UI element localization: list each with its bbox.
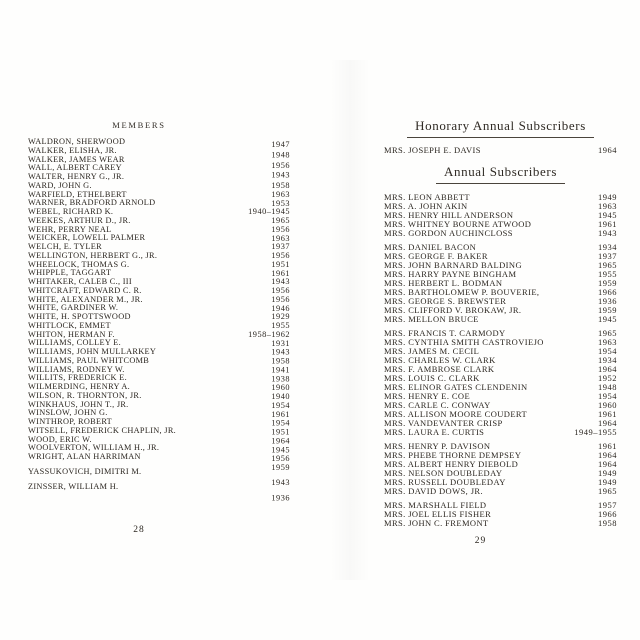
entry-group (384, 329, 617, 437)
entry-name: WRIGHT, ALAN HARRIMAN (28, 452, 141, 461)
entry-year: 1953 (271, 198, 290, 208)
entry-group (384, 243, 617, 324)
entry-name: MRS. CLIFFORD V. BROKAW, JR. (384, 305, 522, 315)
entry-year: 1961 (598, 441, 617, 451)
entry-name: WEEKES, ARTHUR D., JR. (28, 215, 131, 225)
entry-name: MRS. DANIEL BACON (384, 242, 477, 252)
entry-name: WALKER, JAMES WEAR (28, 154, 125, 164)
entry-year: 1964 (598, 145, 617, 155)
entry-year: 1954 (271, 400, 290, 410)
entry-name: MRS. FRANCIS T. CARMODY (384, 328, 506, 338)
entry-name: MRS. ELINOR GATES CLENDENIN (384, 382, 528, 392)
entry-year: 1958 (598, 518, 617, 528)
entry-name: WINSLOW, JOHN G. (28, 408, 108, 418)
entry-name: MRS. DAVID DOWS, JR. (384, 486, 483, 496)
entry-name: WEHR, PERRY NEAL (28, 224, 112, 234)
entry-year: 1961 (271, 268, 290, 278)
entry-name: MRS. JOSEPH E. DAVIS (384, 145, 481, 155)
entry-group (384, 146, 617, 155)
entry-name: WINTHROP, ROBERT (28, 417, 113, 426)
entry-year: 1940 (271, 392, 290, 401)
entry-name: WINKHAUS, JOHN T., JR. (28, 399, 129, 409)
entry-year: 1955 (598, 269, 617, 279)
entry-name: MRS. MARSHALL FIELD (384, 500, 487, 510)
entry-year: 1951 (271, 259, 290, 269)
entry-year: 1963 (598, 201, 617, 211)
entry-name: WHITE, GARDINER W. (28, 303, 119, 313)
entry-year: 1966 (598, 509, 617, 519)
entry-name: WOOLVERTON, WILLIAM H., JR. (28, 443, 160, 453)
entry-year: 1945 (271, 445, 290, 455)
entry-group (384, 442, 617, 496)
entry-year: 1958–1962 (248, 329, 290, 339)
entry-name: WILLIAMS, COLLEY E. (28, 338, 121, 348)
entry-year: 1951 (271, 427, 290, 437)
members-heading: MEMBERS (112, 120, 166, 130)
entry-year: 1948 (598, 382, 617, 392)
entry-year: 1940–1945 (248, 207, 290, 217)
entry-name: MRS. LOUIS C. CLARK (384, 373, 480, 383)
entry-name: WHIPPLE, TAGGART (28, 268, 112, 278)
entry-name: WALL, ALBERT CAREY (28, 163, 122, 173)
entry-year: 1955 (271, 321, 290, 330)
entry-name: MRS. GORDON AUCHINCLOSS (384, 228, 513, 238)
entry-year: 1956 (271, 454, 290, 464)
entry-year: 1929 (271, 312, 290, 322)
entry-year: 1960 (598, 400, 617, 410)
entry-year: 1943 (598, 228, 617, 238)
entry-name: WARNER, BRADFORD ARNOLD (28, 198, 156, 208)
entry-year: 1949–1955 (574, 427, 617, 437)
entry-year: 1956 (271, 224, 290, 234)
entry-year: 1965 (271, 216, 290, 225)
entry-year: 1943 (271, 477, 290, 487)
entry-year: 1959 (598, 278, 617, 288)
entry-name: WELCH, E. TYLER (28, 242, 102, 251)
entry-year: 1958 (271, 356, 290, 366)
subscriber-row (384, 315, 617, 324)
entry-name: MRS. LEON ABBETT (384, 192, 470, 202)
entry-name: MRS. RUSSELL DOUBLEDAY (384, 477, 506, 487)
entry-year: 1958 (271, 181, 290, 190)
entry-name: MRS. CHARLES W. CLARK (384, 355, 496, 365)
entry-name: MRS. HENRY E. COE (384, 391, 471, 401)
entry-year: 1963 (271, 233, 290, 243)
entry-year: 1936 (598, 296, 617, 306)
entry-year: 1965 (598, 486, 617, 496)
entry-name: MRS. A. JOHN AKIN (384, 201, 468, 211)
entry-year: 1934 (598, 242, 617, 252)
annual-subscriber-list (384, 193, 617, 528)
entry-year: 1956 (271, 286, 290, 295)
entry-year: 1948 (271, 150, 290, 160)
entry-year: 1964 (598, 459, 617, 469)
entry-name: YASSUKOVICH, DIMITRI M. (28, 466, 142, 476)
entry-year: 1960 (271, 383, 290, 393)
entry-name: WILLIAMS, JOHN MULLARKEY (28, 347, 157, 356)
annual-subscribers-heading (384, 164, 617, 184)
entry-name: WHITE, H. SPOTTSWOOD (28, 312, 131, 321)
entry-name: WEBEL, RICHARD K. (28, 207, 114, 216)
entry-year: 1947 (271, 140, 290, 149)
page-right-subscribers (384, 118, 617, 546)
entry-year: 1945 (598, 314, 617, 324)
entry-year: 1934 (598, 355, 617, 365)
subscriber-row (384, 146, 617, 155)
entry-name: MRS. LAURA E. CURTIS (384, 427, 485, 437)
entry-name: WHITE, ALEXANDER M., JR. (28, 294, 143, 304)
entry-year: 1959 (598, 305, 617, 315)
honorary-subscriber-list (384, 146, 617, 155)
entry-year: 1937 (598, 251, 617, 261)
entry-name: WILMERDING, HENRY A. (28, 382, 131, 391)
entry-year: 1961 (598, 219, 617, 229)
entry-name: WARFIELD, ETHELBERT (28, 189, 127, 199)
entry-name: WHITAKER, CALEB C., III (28, 277, 132, 286)
entry-name: MRS. GEORGE S. BREWSTER (384, 296, 507, 306)
entry-year: 1964 (271, 436, 290, 446)
entry-group (384, 193, 617, 238)
entry-year: 1956 (271, 251, 290, 260)
entry-year: 1941 (271, 365, 290, 375)
entry-name: MRS. PHEBE THORNE DEMPSEY (384, 450, 522, 460)
entry-name: MRS. WHITNEY BOURNE ATWOOD (384, 219, 532, 229)
entry-name: MRS. BARTHOLOMEW P. BOUVERIE, (384, 287, 540, 297)
entry-name: MRS. CARLE C. CONWAY (384, 400, 491, 410)
entry-name: WELLINGTON, HERBERT G., JR. (28, 250, 158, 260)
entry-name: WALDRON, SHERWOOD (28, 137, 126, 146)
page-number-left: 28 (133, 525, 145, 536)
entry-name: WHITLOCK, EMMET (28, 320, 111, 330)
entry-name: MRS. NELSON DOUBLEDAY (384, 468, 503, 478)
subscriber-row (384, 428, 617, 437)
entry-year: 1949 (598, 192, 617, 202)
entry-name: WHEELOCK, THOMAS G. (28, 259, 130, 269)
entry-name: WEICKER, LOWELL PALMER (28, 233, 146, 243)
entry-year: 1954 (598, 346, 617, 356)
entry-year: 1943 (271, 170, 290, 180)
subscriber-row (384, 487, 617, 496)
entry-year: 1937 (271, 242, 290, 252)
page-gutter-shadow (330, 60, 370, 580)
entry-name: MRS. HENRY HILL ANDERSON (384, 210, 514, 220)
subscriber-row (384, 229, 617, 238)
entry-name: WOOD, ERIC W. (28, 434, 92, 444)
entry-year: 1952 (598, 373, 617, 383)
entry-year: 1954 (271, 418, 290, 428)
entry-name: MRS. ALBERT HENRY DIEBOLD (384, 459, 519, 469)
entry-year: 1965 (598, 328, 617, 338)
entry-year: 1949 (598, 477, 617, 487)
entry-year: 1961 (598, 409, 617, 419)
entry-name: WALTER, HENRY G., JR. (28, 172, 125, 181)
entry-name: WILLIAMS, RODNEY W. (28, 364, 125, 374)
entry-name: MRS. HARRY PAYNE BINGHAM (384, 269, 517, 279)
entry-name: MRS. ALLISON MOORE COUDERT (384, 409, 528, 419)
entry-name: MRS. CYNTHIA SMITH CASTROVIEJO (384, 337, 544, 347)
entry-name: MRS. VANDEVANTER CRISP (384, 418, 503, 428)
entry-name: MRS. HERBERT L. BODMAN (384, 278, 503, 288)
entry-name: MRS. F. AMBROSE CLARK (384, 364, 495, 374)
entry-name: WILLITS, FREDERICK E. (28, 373, 127, 383)
entry-year: 1959 (271, 462, 290, 472)
entry-year: 1961 (271, 409, 290, 419)
entry-year: 1945 (598, 210, 617, 220)
entry-year: 1956 (271, 294, 290, 304)
entry-name: MRS. GEORGE F. BAKER (384, 251, 488, 261)
entry-year: 1943 (271, 277, 290, 287)
page-number-right: 29 (474, 536, 487, 546)
entry-name: MRS. JOHN C. FREMONT (384, 518, 489, 528)
entry-year: 1936 (271, 492, 290, 502)
entry-year: 1957 (598, 500, 617, 510)
entry-name: WITSELL, FREDERICK CHAPLIN, JR. (28, 425, 177, 435)
entry-name: WALKER, ELISHA, JR. (28, 145, 117, 155)
entry-year: 1966 (598, 287, 617, 297)
entry-year: 1963 (598, 337, 617, 347)
members-list (28, 137, 290, 502)
entry-year: 1965 (598, 260, 617, 270)
entry-year: 1964 (598, 450, 617, 460)
page-left-members (28, 120, 290, 535)
entry-year: 1943 (271, 347, 290, 357)
entry-year: 1964 (598, 418, 617, 428)
entry-year: 1938 (271, 374, 290, 384)
entry-name: WILSON, R. THORNTON, JR. (28, 390, 142, 400)
entry-year: 1963 (271, 189, 290, 199)
subscriber-row (384, 519, 617, 528)
entry-year: 1954 (598, 391, 617, 401)
honorary-heading-text: Honorary Annual Subscribers (407, 118, 594, 138)
entry-name: MRS. MELLON BRUCE (384, 314, 479, 324)
entry-name: MRS. JOHN BARNARD BALDING (384, 260, 522, 270)
entry-year: 1931 (271, 338, 290, 348)
entry-name: MRS. HENRY P. DAVISON (384, 441, 491, 451)
entry-year: 1946 (271, 303, 290, 313)
entry-name: WHITCRAFT, EDWARD C. R. (28, 285, 142, 295)
entry-name: WHITON, HERMAN F. (28, 329, 115, 339)
honorary-annual-subscribers-heading (384, 118, 617, 138)
annual-heading-text: Annual Subscribers (436, 164, 565, 184)
entry-name: WARD, JOHN G. (28, 180, 92, 190)
entry-year: 1964 (598, 364, 617, 374)
entry-year: 1956 (271, 160, 290, 170)
entry-name: ZINSSER, WILLIAM H. (28, 481, 119, 491)
entry-year: 1949 (598, 468, 617, 478)
entry-name: MRS. JOEL ELLIS FISHER (384, 509, 492, 519)
entry-name: WILLIAMS, PAUL WHITCOMB (28, 355, 150, 365)
entry-group (384, 501, 617, 528)
entry-name: MRS. JAMES M. CECIL (384, 346, 480, 356)
